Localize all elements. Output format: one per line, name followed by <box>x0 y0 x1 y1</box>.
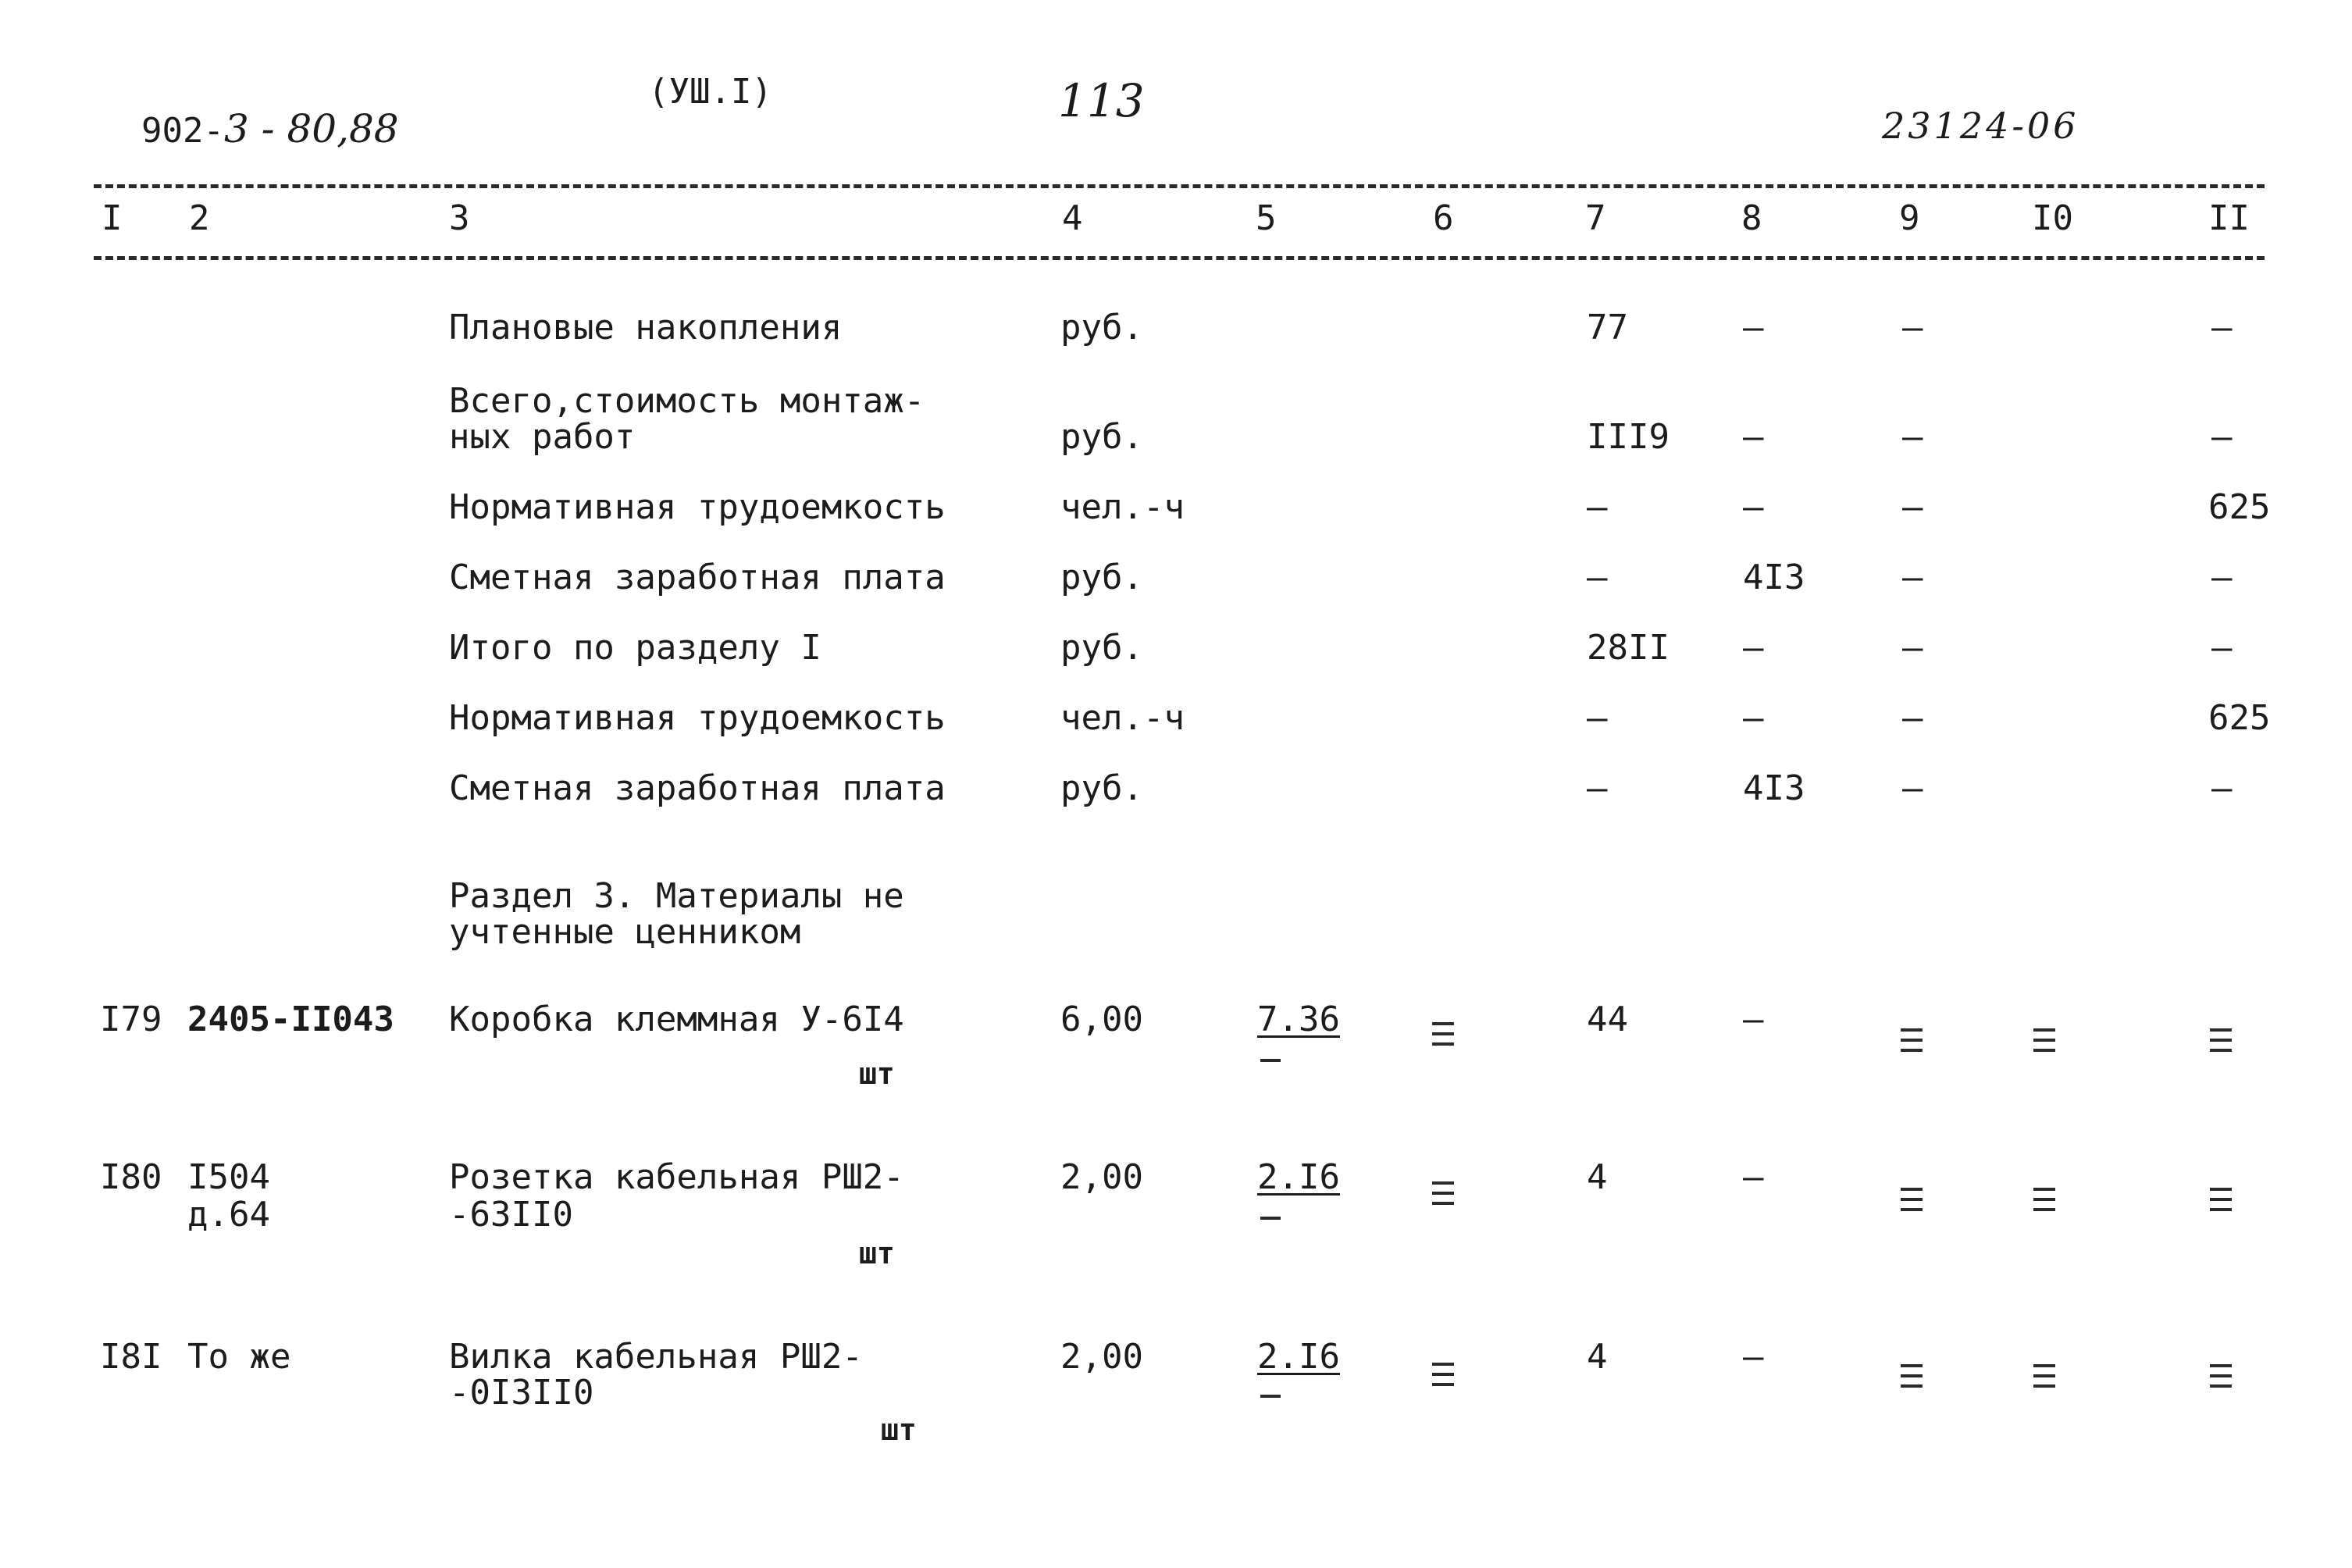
summary-row-c11: – <box>2211 417 2233 457</box>
col-header-6: 6 <box>1433 198 1454 238</box>
summary-row-c8: – <box>1743 628 1764 668</box>
item-total: 4 <box>1587 1337 1608 1377</box>
item-price: 2.I6 <box>1257 1157 1340 1197</box>
summary-row-c8: – <box>1743 417 1764 457</box>
summary-row-c11: 625 <box>2208 698 2271 738</box>
summary-row-c9: – <box>1902 487 1923 527</box>
summary-row-c11: 625 <box>2208 487 2271 527</box>
summary-row-c8: – <box>1743 487 1764 527</box>
item-quantity: 2,00 <box>1060 1337 1143 1377</box>
item-quantity: 6,00 <box>1060 1000 1143 1039</box>
summary-row-unit: руб. <box>1060 628 1143 668</box>
summary-row-c7: – <box>1587 487 1608 527</box>
item-total: 4 <box>1587 1157 1608 1197</box>
doc-number-printed: 902- <box>141 111 224 151</box>
col-header-7: 7 <box>1585 198 1606 238</box>
col-header-3: 3 <box>449 198 470 238</box>
item-name: Розетка кабельная РШ2- <box>449 1157 904 1197</box>
col-header-5: 5 <box>1256 198 1277 238</box>
doc-number <box>100 75 399 151</box>
page-number: 113 <box>1058 74 1145 127</box>
col11-empty-mark <box>2210 1181 2232 1224</box>
item-code: 2405-II043 <box>187 1000 394 1039</box>
summary-row-c8: 4I3 <box>1743 558 1805 597</box>
item-quantity: 2,00 <box>1060 1157 1143 1197</box>
price-dash-mark <box>1260 1395 1281 1398</box>
summary-row-c9: – <box>1902 417 1923 457</box>
summary-row-unit: руб. <box>1060 768 1143 808</box>
col6-empty-mark <box>1432 1356 1454 1399</box>
summary-row-name: Нормативная трудоемкость <box>449 698 946 738</box>
summary-row-c7: – <box>1587 558 1608 597</box>
col6-empty-mark <box>1432 1015 1454 1059</box>
col6-empty-mark <box>1432 1174 1454 1218</box>
summary-row-c7: 77 <box>1587 308 1628 347</box>
col-header-8: 8 <box>1741 198 1762 238</box>
item-code-cont: д.64 <box>187 1195 270 1235</box>
item-name: Коробка клеммная У-6I4 <box>449 1000 904 1039</box>
summary-row-c8: – <box>1743 698 1764 738</box>
col-header-2: 2 <box>189 198 210 238</box>
col9-empty-mark <box>1901 1181 1923 1224</box>
item-price: 2.I6 <box>1257 1337 1340 1377</box>
summary-row-name: Сметная заработная плата <box>449 768 946 808</box>
summary-row-c9: – <box>1902 628 1923 668</box>
summary-row-c7: III9 <box>1587 417 1670 457</box>
item-number: I8I <box>100 1337 162 1377</box>
doc-number-handwritten: 3 - 80,88 <box>223 106 399 151</box>
summary-row-c11: – <box>2211 768 2233 808</box>
item-c8: – <box>1743 1337 1764 1377</box>
item-number: I79 <box>100 1000 162 1039</box>
summary-row-unit: руб. <box>1060 308 1143 347</box>
item-name: Вилка кабельная РШ2- <box>449 1337 863 1377</box>
summary-row-c9: – <box>1902 768 1923 808</box>
col-header-9: 9 <box>1899 198 1920 238</box>
summary-row-c11: – <box>2211 308 2233 347</box>
summary-row-c9: – <box>1902 308 1923 347</box>
summary-row-c8: 4I3 <box>1743 768 1805 808</box>
summary-row-unit: чел.-ч <box>1060 698 1185 738</box>
summary-row-name: Плановые накопления <box>449 308 843 347</box>
col9-empty-mark <box>1901 1021 1923 1065</box>
summary-row-name: Всего,стоимость монтаж- <box>449 381 925 421</box>
col11-empty-mark <box>2210 1021 2232 1065</box>
summary-row-unit: чел.-ч <box>1060 487 1185 527</box>
col10-empty-mark <box>2033 1181 2055 1224</box>
col10-empty-mark <box>2033 1357 2055 1401</box>
summary-row-c9: – <box>1902 558 1923 597</box>
summary-row-c8: – <box>1743 308 1764 347</box>
summary-row-unit: руб. <box>1060 558 1143 597</box>
summary-row-c7: 28II <box>1587 628 1670 668</box>
header-top-rule <box>94 184 2265 188</box>
item-name-cont: -63II0 <box>449 1195 573 1235</box>
album-label: (УШ.I) <box>648 72 772 112</box>
summary-row-c7: – <box>1587 768 1608 808</box>
col11-empty-mark <box>2210 1357 2232 1401</box>
col-header-11: II <box>2208 198 2250 238</box>
col-header-1: I <box>102 198 123 238</box>
summary-row-c7: – <box>1587 698 1608 738</box>
item-code: I504 <box>187 1157 270 1197</box>
item-name-cont: -0I3II0 <box>449 1373 594 1413</box>
col10-empty-mark <box>2033 1021 2055 1065</box>
summary-row-name: Сметная заработная плата <box>449 558 946 597</box>
item-number: I80 <box>100 1157 162 1197</box>
item-c8: – <box>1743 1157 1764 1197</box>
summary-row-c9: – <box>1902 698 1923 738</box>
item-measure: шт <box>859 1057 895 1091</box>
price-dash-mark <box>1260 1059 1281 1062</box>
col9-empty-mark <box>1901 1357 1923 1401</box>
summary-row-unit: руб. <box>1060 417 1143 457</box>
col-header-10: I0 <box>2032 198 2073 238</box>
summary-row-name: Нормативная трудоемкость <box>449 487 946 527</box>
summary-row-c11: – <box>2211 628 2233 668</box>
summary-row-name-cont: ных работ <box>449 417 636 457</box>
section-title-cont: учтенные ценником <box>449 912 801 952</box>
header-bottom-rule <box>94 256 2265 260</box>
item-c8: – <box>1743 1000 1764 1039</box>
price-dash-mark <box>1260 1217 1281 1220</box>
item-measure: шт <box>859 1236 895 1270</box>
item-measure: шт <box>881 1413 917 1447</box>
summary-row-c11: – <box>2211 558 2233 597</box>
item-code: То же <box>187 1337 291 1377</box>
col-header-4: 4 <box>1062 198 1083 238</box>
section-title: Раздел 3. Материалы не <box>449 876 904 916</box>
summary-row-name: Итого по разделу I <box>449 628 821 668</box>
item-total: 44 <box>1587 1000 1628 1039</box>
item-price: 7.36 <box>1257 1000 1340 1039</box>
archive-number: 23124-06 <box>1882 105 2079 147</box>
